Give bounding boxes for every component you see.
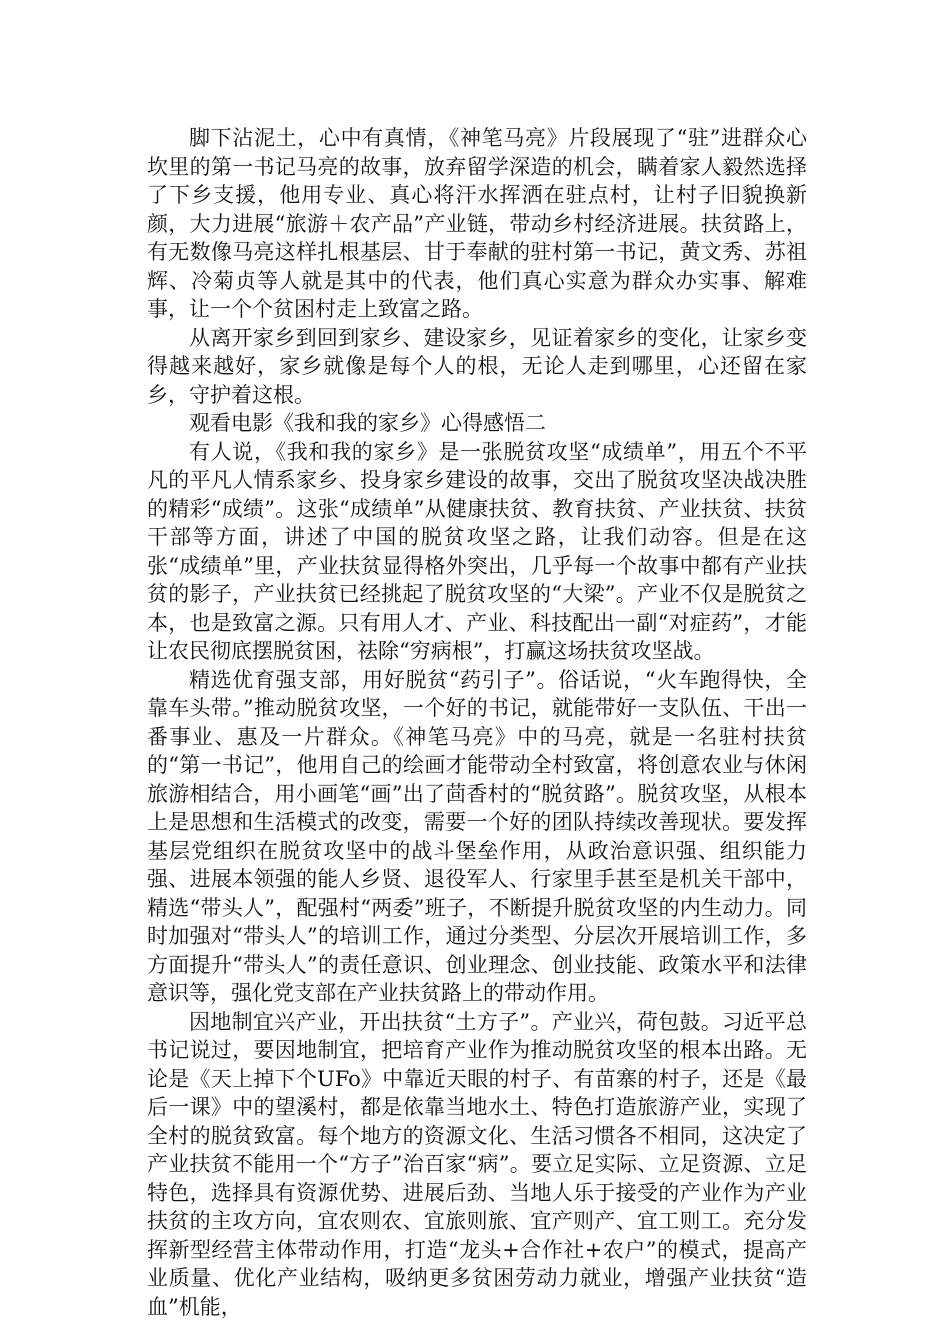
paragraph-report-card: 有人说，《我和我的家乡》是一张脱贫攻坚“成绩单”，用五个不平凡的平凡人情系家乡、投身家乡建设的故事，交出了脱贫攻坚决战决胜的精彩“成绩”。这张“成绩单”从健康扶贫、教育扶贫、产业扶贫、扶贫干部等方面，讲述了中国的脱贫攻坚之路，让我们动容。但是在这张“成绩单”里，产业扶贫显得格外突出，几乎每一个故事中都有产业扶贫的影子，产业扶贫已经挑起了脱贫攻坚的“大梁”。产业不仅是脱贫之本，也是致富之源。只有用人才、产业、科技配出一副“对症药”，才能让农民彻底摆脱贫困，祛除“穷病根”，打赢这场扶贫攻坚战。	[147, 439, 807, 663]
document-page	[147, 124, 807, 1321]
paragraph-branch-leaders: 精选优育强支部，用好脱贫“药引子”。俗话说，“火车跑得快，全靠车头带。”推动脱贫攻坚，一个好的书记，就能带好一支队伍、干出一番事业、惠及一片群众。《神笔马亮》中的马亮，就是一名驻村扶贫的“第一书记”，他用自己的绘画才能带动全村致富，将创意农业与休闲旅游相结合，用小画笔“画”出了茴香村的“脱贫路”。脱贫攻坚，从根本上是思想和生活模式的改变，需要一个好的团队持续改善现状。要发挥基层党组织在脱贫攻坚中的战斗堡垒作用，从政治意识强、组织能力强、进展本领强的能人乡贤、退役军人、行家里手甚至是机关干部中，精选“带头人”，配强村“两委”班子，不断提升脱贫攻坚的内生动力。同时加强对“带头人”的培训工作，通过分类型、分层次开展培训工作，多方面提升“带头人”的责任意识、创业理念、创业技能、政策水平和法律意识等，强化党支部在产业扶贫路上的带动作用。	[147, 667, 807, 1005]
paragraph-ma-liang-story: 脚下沾泥土，心中有真情，《神笔马亮》片段展现了“驻”进群众心坎里的第一书记马亮的故事，放弃留学深造的机会，瞒着家人毅然选择了下乡支援，他用专业、真心将汗水挥洒在驻点村，让村子旧貌换新颜，大力进展“旅游＋农产品”产业链，带动乡村经济进展。扶贫路上，有无数像马亮这样扎根基层、甘于奉献的驻村第一书记，黄文秀、苏祖辉、冷菊贞等人就是其中的代表，他们真心实意为群众办实事、解难事，让一个个贫困村走上致富之路。	[147, 126, 807, 321]
paragraph-local-industry: 因地制宜兴产业，开出扶贫“土方子”。产业兴，荷包鼓。习近平总书记说过，要因地制宜，把培育产业作为推动脱贫攻坚的根本出路。无论是《天上掉下个UFo》中靠近天眼的村子、有苗寨的村子，还是《最后一课》中的望溪村，都是依靠当地水土、特色打造旅游产业，实现了全村的脱贫致富。每个地方的资源文化、生活习惯各不相同，这决定了产业扶贫不能用一个“方子”治百家“病”。要立足实际、立足资源、立足特色，选择具有资源优势、进展后劲、当地人乐于接受的产业作为产业扶贫的主攻方向，宜农则农、宜旅则旅、宜产则产、宜工则工。充分发挥新型经营主体带动作用，打造“龙头+合作社+农户”的模式，提高产业质量、优化产业结构，吸纳更多贫困劳动力就业，增强产业扶贫“造血”机能，	[147, 1009, 807, 1319]
paragraph-hometown-roots: 从离开家乡到回到家乡、建设家乡，见证着家乡的变化，让家乡变得越来越好，家乡就像是每个人的根，无论人走到哪里，心还留在家乡，守护着这根。	[147, 325, 807, 407]
section-heading: 观看电影《我和我的家乡》心得感悟二	[189, 411, 546, 435]
